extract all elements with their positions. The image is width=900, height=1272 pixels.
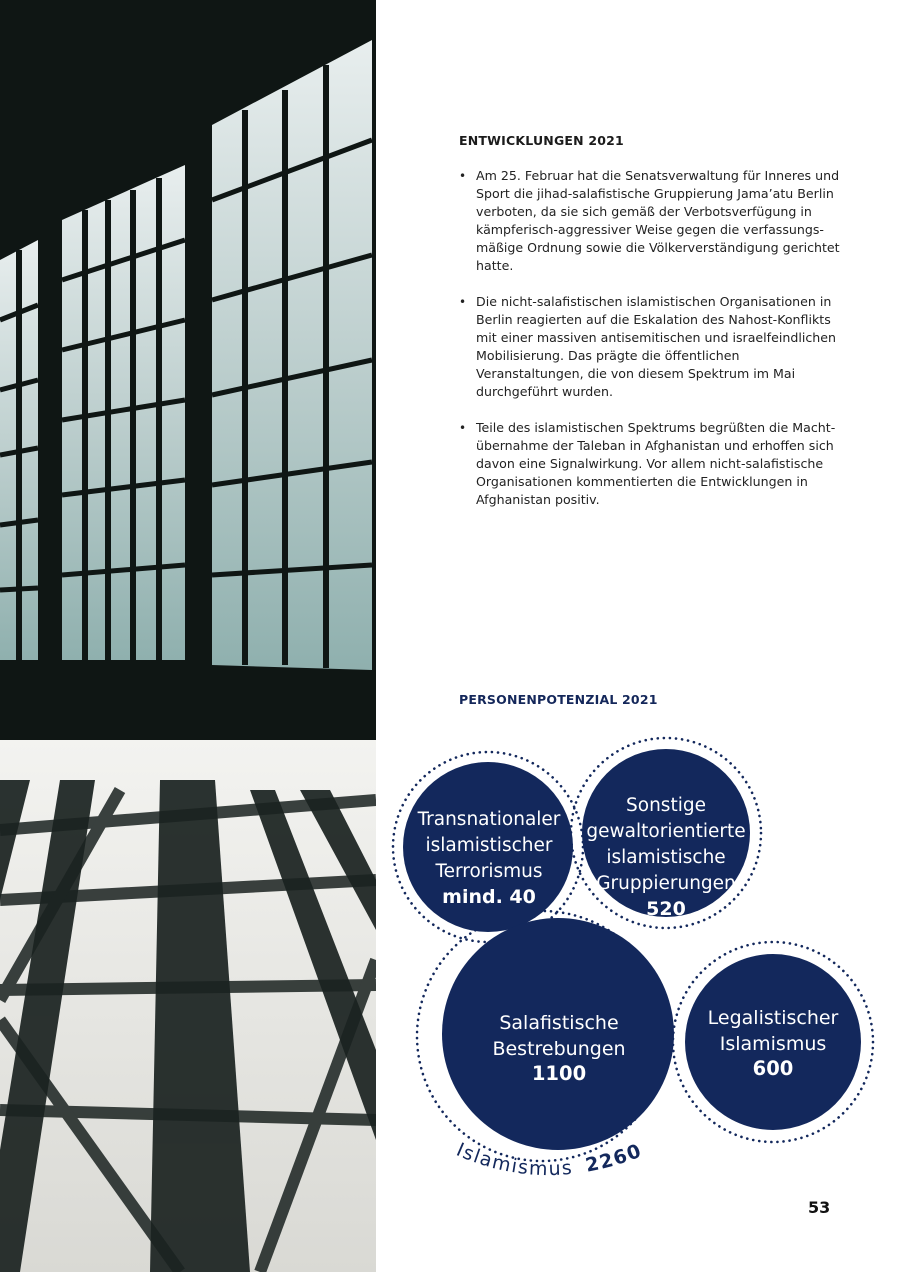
circle-value: 600 (752, 1057, 794, 1080)
window-shadow-photo (0, 0, 376, 1272)
circle-label-line: Transnationaler (417, 809, 561, 830)
circle-label-line: Bestrebungen (492, 1038, 626, 1060)
circle-value: mind. 40 (442, 886, 536, 908)
development-list (459, 167, 841, 527)
circle-label-line: Salafistische (499, 1012, 619, 1034)
total-label: Islamismus (453, 1138, 575, 1181)
section-heading-personenpotenzial: PERSONENPOTENZIAL 2021 (459, 692, 658, 707)
circle-label-line: islamistische (606, 847, 726, 868)
circle-label-line: Gruppierungen (596, 873, 736, 894)
list-item: • Teile des islamistischen Spektrums begrüßten die Macht-übernahme der Taleban in Afghanistan und erhoffen sich davon eine Signalwirkung. Vor allem nicht-salafistische Organisationen kommentierten die Entwicklungen in Afghanistan positiv. (459, 419, 841, 509)
circle-value: 520 (646, 898, 686, 920)
circle-label-line: Islamismus (719, 1033, 827, 1055)
circle-label-line: gewaltorientierte (586, 821, 746, 842)
circle-salafistisch (442, 918, 674, 1150)
circle-value: 1100 (531, 1062, 587, 1085)
circle-label-line: Terrorismus (435, 861, 543, 882)
circle-label-line: Legalistischer (707, 1007, 839, 1029)
page-number: 53 (808, 1198, 831, 1217)
personenpotenzial-diagram (376, 720, 900, 1200)
list-item: • Die nicht-salafistischen islamistischen Organisationen in Berlin reagierten auf die Eskalation des Nahost-Konflikts mit einer massiven antisemitischen und israelfeindlichen Mobilisierung. Das prägte die öffentlichen Veranstaltungen, die von diesem Spektrum im Mai durchgeführt wurden. (459, 293, 841, 401)
circle-label-line: Sonstige (626, 795, 706, 816)
circle-label-line: islamistischer (425, 835, 553, 856)
section-heading-entwicklungen: ENTWICKLUNGEN 2021 (459, 133, 624, 148)
total-value: 2260 (583, 1139, 646, 1177)
list-item: • Am 25. Februar hat die Senatsverwaltung für Inneres und Sport die jihad-salafistische Gruppierung Jama’atu Berlin verboten, da sie sich gemäß der Verbotsverfügung in kämpferisch-aggressiver Weise gegen die verfassungs-mäßige Ordnung sowie die Völkerverständigung gerichtet hatte. (459, 167, 841, 275)
